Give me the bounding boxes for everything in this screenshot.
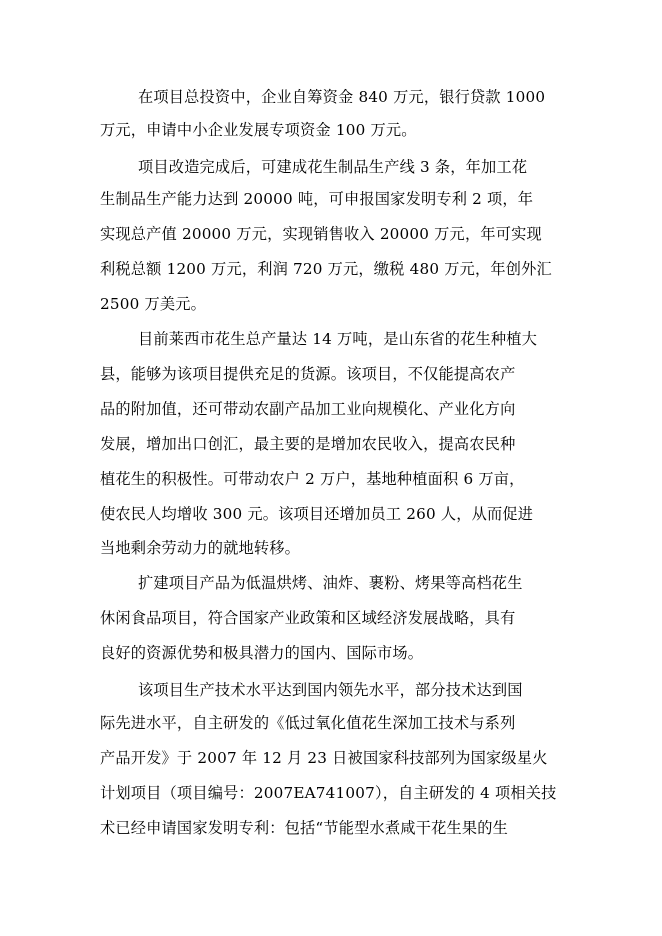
paragraph-2-line-2: 生制品生产能力达到 20000 吨，可申报国家发明专利 2 项，年 [100,190,534,208]
paragraph-3-line-4: 发展，增加出口创汇，最主要的是增加农民收入，提高农民种 [100,435,516,453]
paragraph-3-line-5: 植花生的积极性。可带动农户 2 万户，基地种植面积 6 万亩， [100,470,525,488]
paragraph-1-line-1: 在项目总投资中，企业自筹资金 840 万元，银行贷款 1000 [138,88,546,106]
paragraph-3-line-6: 使农民人均增收 300 元。该项目还增加员工 260 人，从而促进 [100,505,534,523]
paragraph-5-line-4: 计划项目（项目编号：2007EA741007），自主研发的 4 项相关技 [100,784,557,802]
paragraph-5-line-3: 产品开发》于 2007 年 12 月 23 日被国家科技部列为国家级星火 [100,749,548,767]
paragraph-3-line-7: 当地剩余劳动力的就地转移。 [100,539,301,557]
paragraph-1-line-2: 万元，申请中小企业发展专项资金 100 万元。 [100,121,417,139]
paragraph-5-line-1: 该项目生产技术水平达到国内领先水平，部分技术达到国 [138,681,523,699]
paragraph-3-line-2: 县，能够为该项目提供充足的货源。该项目，不仅能提高农产 [100,365,516,383]
paragraph-5-line-2: 际先进水平，自主研发的《低过氧化值花生深加工技术与系列 [100,714,516,732]
paragraph-5-line-5: 术已经申请国家发明专利：包括“节能型水煮咸干花生果的生 [100,819,509,837]
paragraph-2-line-3: 实现总产值 20000 万元，实现销售收入 20000 万元，年可实现 [100,225,542,243]
paragraph-2-line-4: 利税总额 1200 万元，利润 720 万元，缴税 480 万元，年创外汇 [100,260,552,278]
paragraph-4-line-2: 休闲食品项目，符合国家产业政策和区域经济发展战略，具有 [100,609,516,627]
paragraph-3-line-3: 品的附加值，还可带动农副产品加工业向规模化、产业化方向 [100,400,516,418]
paragraph-4-line-1: 扩建项目产品为低温烘烤、油炸、裹粉、烤果等高档花生 [138,574,523,592]
paragraph-3-line-1: 目前莱西市花生总产量达 14 万吨，是山东省的花生种植大 [138,330,538,348]
paragraph-2-line-1: 项目改造完成后，可建成花生制品生产线 3 条，年加工花 [138,158,528,176]
paragraph-2-line-5: 2500 万美元。 [100,295,207,313]
paragraph-4-line-3: 良好的资源优势和极具潜力的国内、国际市场。 [100,644,424,662]
